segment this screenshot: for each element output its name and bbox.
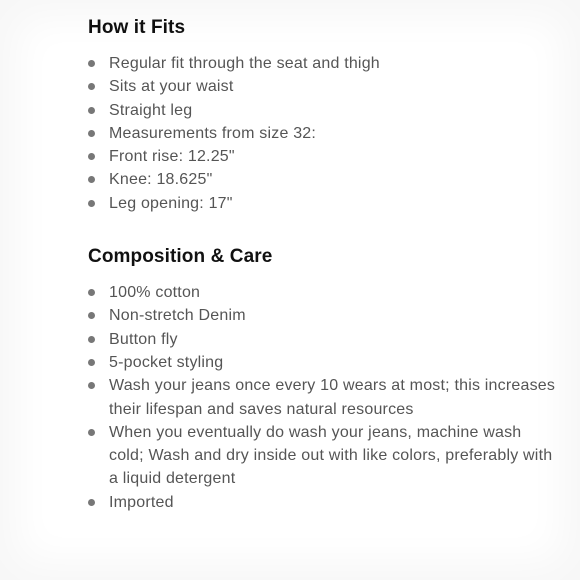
list-item-text: Imported: [109, 493, 174, 511]
composition-care-list: [88, 281, 558, 514]
bullet-icon: [88, 200, 95, 207]
bullet-icon: [88, 60, 95, 67]
bullet-icon: [88, 153, 95, 160]
list-item-text: 100% cotton: [109, 284, 201, 302]
section-title-how-it-fits: How it Fits: [88, 17, 186, 38]
list-item-text: Front rise: 12.25": [109, 148, 235, 166]
list-item: [88, 374, 558, 421]
list-item: [88, 145, 558, 168]
list-item: [88, 421, 558, 491]
list-item-text: Regular fit through the seat and thigh: [109, 55, 380, 72]
bullet-icon: [88, 130, 95, 137]
list-item: [88, 328, 558, 351]
bullet-icon: [88, 312, 95, 319]
product-details-panel: [88, 14, 558, 514]
list-item: [88, 168, 558, 191]
list-item-text: Non-stretch Denim: [109, 307, 246, 325]
bullet-icon: [88, 359, 95, 366]
list-item-text: 5-pocket styling: [109, 353, 224, 371]
list-item-text: Straight leg: [109, 101, 193, 119]
bullet-icon: [88, 176, 95, 183]
list-item: [88, 75, 558, 98]
list-item-text: Button fly: [109, 330, 178, 348]
list-item: [88, 99, 558, 122]
list-item-text: Wash your jeans once every 10 wears at most; this increases their lifespan and saves natural resources: [109, 377, 556, 418]
section-title-composition-care: Composition & Care: [88, 246, 273, 268]
bullet-icon: [88, 429, 95, 436]
list-item: [88, 192, 558, 215]
list-item-text: Sits at your waist: [109, 78, 234, 96]
bullet-icon: [88, 107, 95, 114]
list-item: [88, 491, 558, 514]
list-item: [88, 351, 558, 374]
list-item-text: Leg opening: 17": [109, 194, 233, 212]
list-item: [88, 122, 558, 145]
bullet-icon: [88, 499, 95, 506]
bullet-icon: [88, 336, 95, 343]
fit-details-list: [88, 52, 558, 215]
bullet-icon: [88, 83, 95, 90]
list-item-text: Knee: 18.625": [109, 171, 213, 189]
bullet-icon: [88, 382, 95, 389]
list-item: [88, 52, 558, 75]
bullet-icon: [88, 289, 95, 296]
list-item: [88, 304, 558, 327]
list-item-text: When you eventually do wash your jeans, machine wash cold; Wash and dry inside out with like colors, preferably with a liquid detergent: [109, 423, 553, 488]
list-item: [88, 281, 558, 304]
list-item-text: Measurements from size 32:: [109, 124, 317, 142]
